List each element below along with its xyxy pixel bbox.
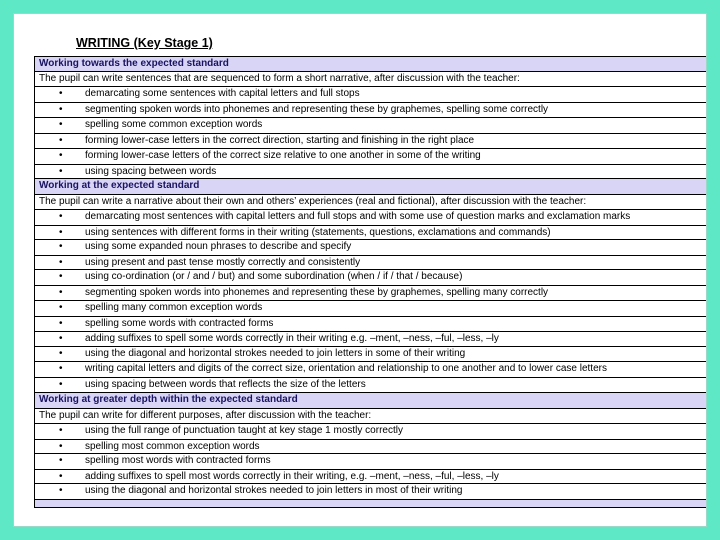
section-intro: The pupil can write sentences that are sequenced to form a short narrative, after discussion with the teacher: — [35, 72, 706, 88]
section-intro: The pupil can write for different purposes, after discussion with the teacher: — [35, 409, 706, 425]
criterion-item: • demarcating most sentences with capital letters and full stops and with some use of question marks and exclamation marks — [35, 210, 706, 226]
criterion-item: • using spacing between words that reflects the size of the letters — [35, 378, 706, 394]
table-bottom-band — [35, 500, 706, 508]
document-page — [14, 14, 706, 526]
standards-table — [34, 56, 706, 508]
criterion-item: • adding suffixes to spell most words correctly in their writing, e.g. –ment, –ness, –ful, –less, –ly — [35, 470, 706, 485]
criterion-item: • using the diagonal and horizontal strokes needed to join letters in most of their writing — [35, 484, 706, 500]
criterion-item: • spelling many common exception words — [35, 301, 706, 317]
criterion-item: • spelling most common exception words — [35, 440, 706, 455]
section-heading: Working at greater depth within the expected standard — [35, 393, 706, 409]
criterion-item: • segmenting spoken words into phonemes and representing these by graphemes, spelling some correctly — [35, 103, 706, 119]
criterion-item: • spelling some common exception words — [35, 118, 706, 134]
criterion-item: • using the full range of punctuation taught at key stage 1 mostly correctly — [35, 424, 706, 440]
section-heading: Working towards the expected standard — [35, 57, 706, 72]
criterion-item: • using co-ordination (or / and / but) and some subordination (when / if / that / because) — [35, 270, 706, 286]
criterion-item: • forming lower-case letters of the correct size relative to one another in some of the writing — [35, 149, 706, 165]
document-title: WRITING (Key Stage 1) — [76, 36, 213, 50]
criterion-item: • using spacing between words — [35, 165, 706, 180]
criterion-item: • demarcating some sentences with capital letters and full stops — [35, 87, 706, 103]
criterion-item: • using present and past tense mostly correctly and consistently — [35, 256, 706, 271]
criterion-item: • using the diagonal and horizontal strokes needed to join letters in some of their writing — [35, 347, 706, 363]
criterion-item: • spelling some words with contracted forms — [35, 317, 706, 333]
criterion-item: • using sentences with different forms in their writing (statements, questions, exclamations and commands) — [35, 226, 706, 241]
criterion-item: • segmenting spoken words into phonemes and representing these by graphemes, spelling many correctly — [35, 286, 706, 302]
criterion-item: • forming lower-case letters in the correct direction, starting and finishing in the right place — [35, 134, 706, 150]
section-intro: The pupil can write a narrative about their own and others’ experiences (real and fictional), after discussion with the teacher: — [35, 195, 706, 211]
criterion-item: • spelling most words with contracted forms — [35, 454, 706, 470]
criterion-item: • writing capital letters and digits of the correct size, orientation and relationship to one another and to lower case letters — [35, 362, 706, 378]
criterion-item: • adding suffixes to spell some words correctly in their writing e.g. –ment, –ness, –ful, –less, –ly — [35, 332, 706, 347]
criterion-item: • using some expanded noun phrases to describe and specify — [35, 240, 706, 256]
section-heading: Working at the expected standard — [35, 179, 706, 195]
